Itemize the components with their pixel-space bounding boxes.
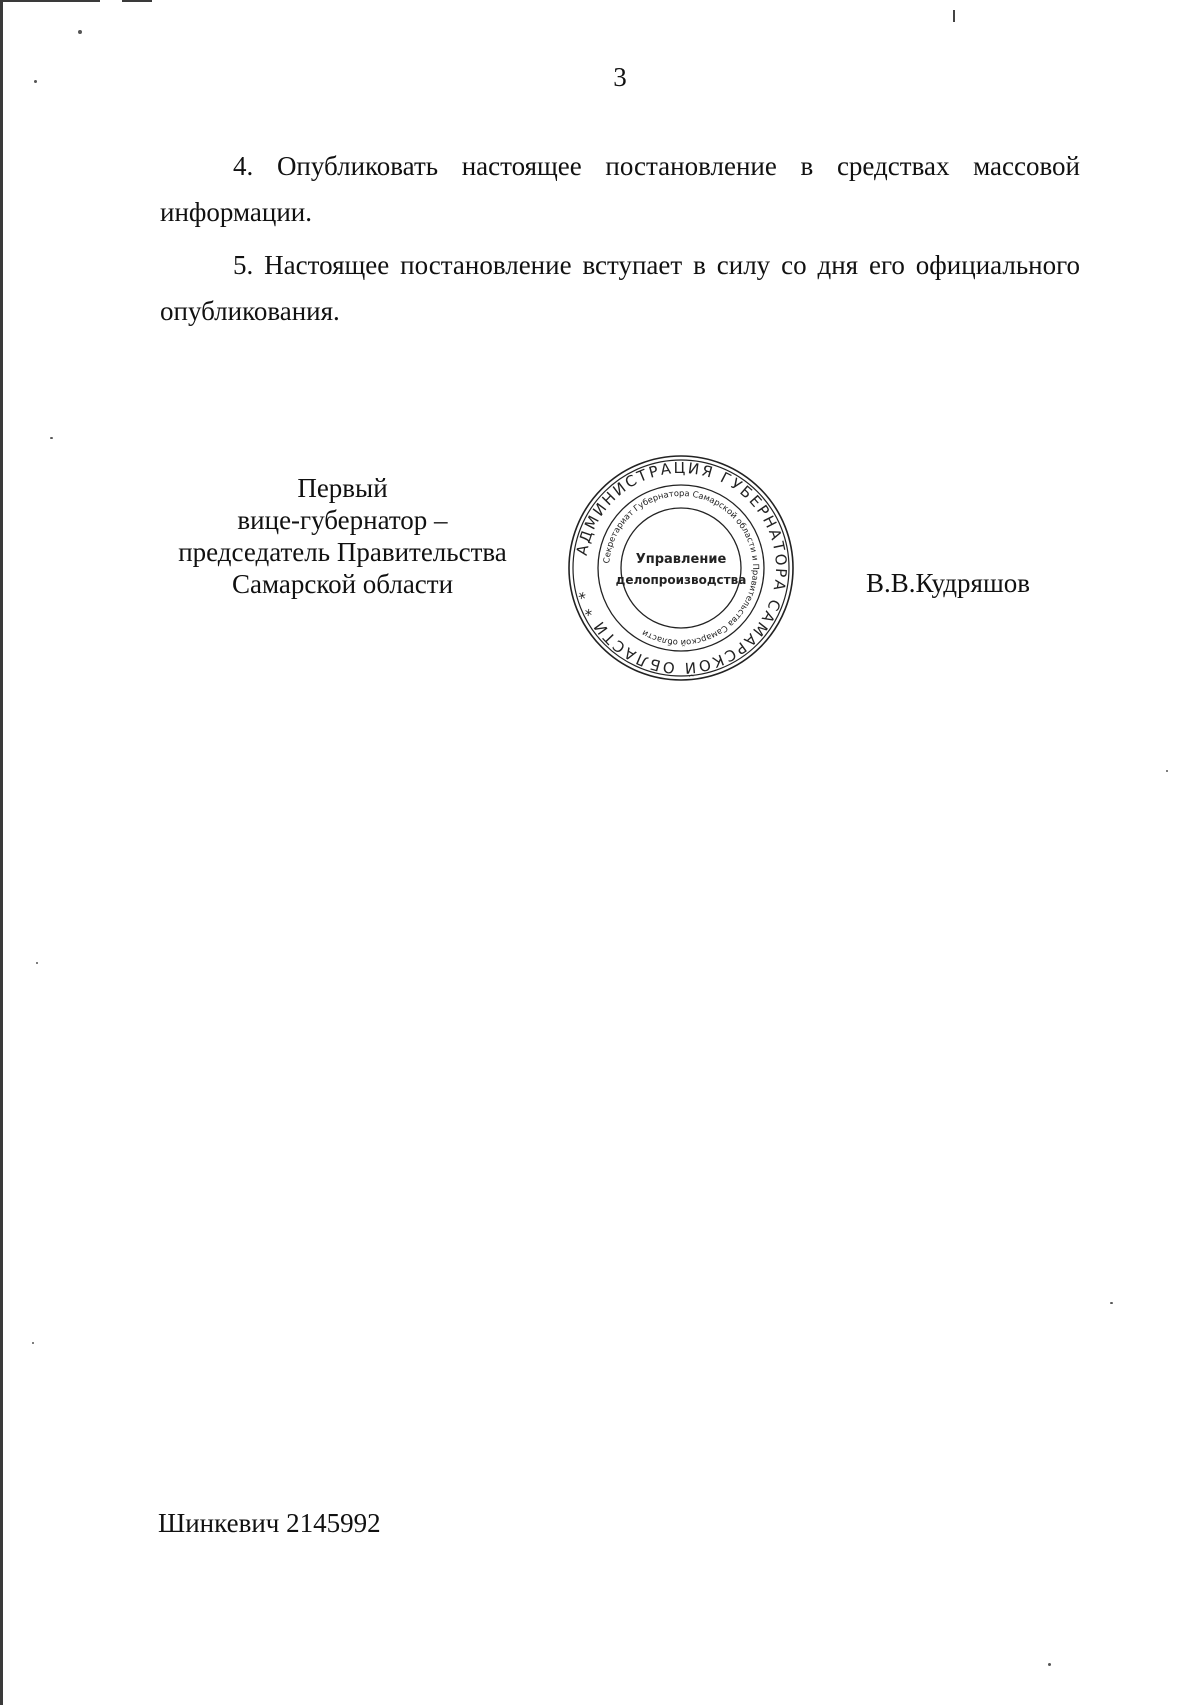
paragraph-4-number: 4. [233, 151, 254, 181]
scan-edge-top-2 [122, 0, 152, 2]
stamp-center-line-1: Управление [635, 552, 727, 567]
scan-speck [50, 437, 53, 439]
paragraph-5-number: 5. [233, 250, 254, 280]
stamp-inner-ring [621, 508, 741, 628]
scan-speck [1110, 1302, 1113, 1304]
stamp-outer-text: АДМИНИСТРАЦИЯ ГУБЕРНАТОРА САМАРСКОЙ ОБЛАСТИ * * [572, 458, 791, 678]
executor-contact: Шинкевич 2145992 [158, 1508, 381, 1538]
page-number: 3 [613, 62, 627, 92]
paragraph-4-text: Опубликовать настоящее постановление в средствах массовой информации. [160, 151, 1080, 227]
signatory-title-line-4: Самарской области [231, 569, 454, 599]
official-stamp [567, 454, 795, 682]
stamp-middle-ring [598, 485, 764, 651]
scan-speck [32, 1342, 34, 1344]
scan-speck [78, 30, 82, 34]
paragraph-5-text: Настоящее постановление вступает в силу со дня его официального опубликования. [160, 250, 1081, 326]
scan-edge-left [0, 0, 3, 1705]
stamp-center-line-2: делопроизводства [615, 573, 747, 587]
scan-speck [36, 962, 38, 964]
scan-speck [1048, 1663, 1051, 1666]
signatory-title-line-1: Первый [297, 473, 388, 503]
signer-name: В.В.Кудряшов [866, 568, 1030, 598]
stamp-inner-text: Секретариат Губернатора Самарской области и Правительства Самарской области [601, 487, 762, 649]
scan-mark [953, 10, 955, 22]
signatory-title-line-2: вице-губернатор – [237, 505, 448, 535]
scan-edge-top [0, 0, 100, 2]
paragraph-5 [160, 242, 1080, 334]
scan-speck [1166, 770, 1168, 772]
signatory-title-line-3: председатель Правительства [178, 537, 507, 567]
paragraph-4 [160, 143, 1080, 235]
signatory-title [160, 472, 525, 600]
